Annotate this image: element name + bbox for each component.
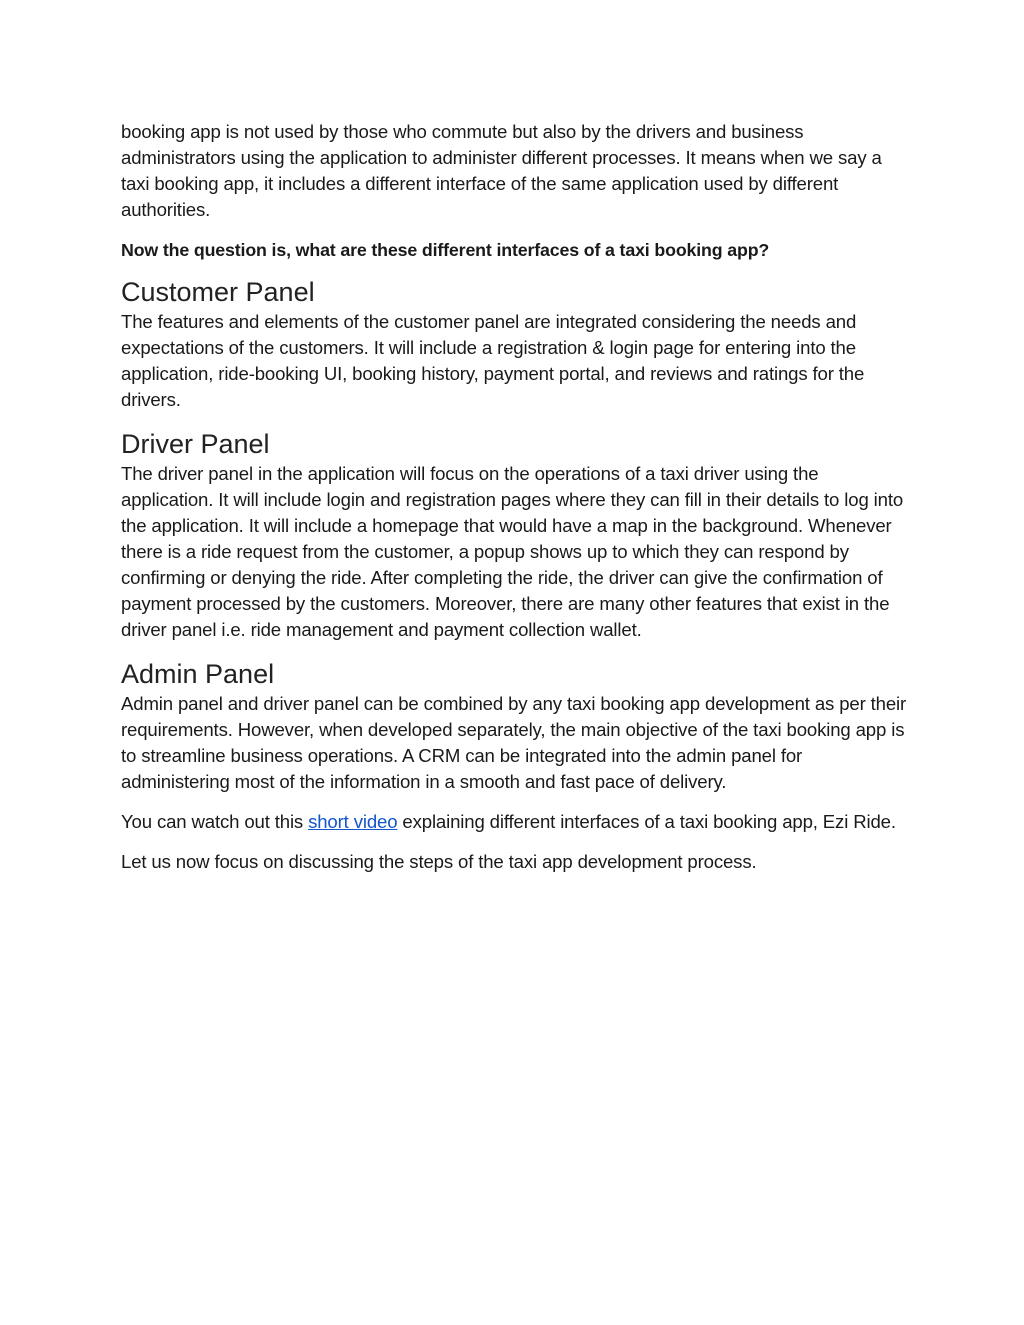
question-paragraph: Now the question is, what are these different interfaces of a taxi booking app? [121, 240, 770, 260]
section-body-admin-panel: Admin panel and driver panel can be combined by any taxi booking app development as per their requirements. However, when developed separately, the main objective of the taxi booking app is to streamline business operations. A CRM can be integrated into the admin panel for administering most of the information in a smooth and fast pace of delivery. [121, 693, 907, 792]
video-paragraph [121, 809, 911, 835]
intro-paragraph: booking app is not used by those who commute but also by the drivers and business administrators using the application to administer different processes. It means when we say a taxi booking app, it includes a different interface of the same application used by different authorities. [121, 121, 882, 220]
section-heading-driver-panel: Driver Panel [121, 429, 270, 459]
section-heading-customer-panel: Customer Panel [121, 277, 315, 307]
section-body-customer-panel: The features and elements of the customer panel are integrated considering the needs and expectations of the customers. It will include a registration & login page for entering into the application, ride-booking UI, booking history, payment portal, and reviews and ratings for the drivers. [121, 311, 865, 410]
section-heading-admin-panel: Admin Panel [121, 659, 275, 689]
video-text-after: explaining different interfaces of a taxi booking app, Ezi Ride. [397, 811, 896, 832]
closing-paragraph: Let us now focus on discussing the steps of the taxi app development process. [121, 851, 757, 872]
section-body-driver-panel: The driver panel in the application will focus on the operations of a taxi driver using the application. It will include login and registration pages where they can fill in their details to log into the application. It will include a homepage that would have a map in the background. Whenever there is a ride request from the customer, a popup shows up to which they can respond by confirming or denying the ride. After completing the ride, the driver can give the confirmation of payment processed by the customers. Moreover, there are many other features that exist in the driver panel i.e. ride management and payment collection wallet. [121, 463, 904, 640]
video-text-before: You can watch out this [121, 811, 309, 832]
short-video-link[interactable]: short video [308, 811, 398, 832]
document-page [121, 119, 911, 875]
